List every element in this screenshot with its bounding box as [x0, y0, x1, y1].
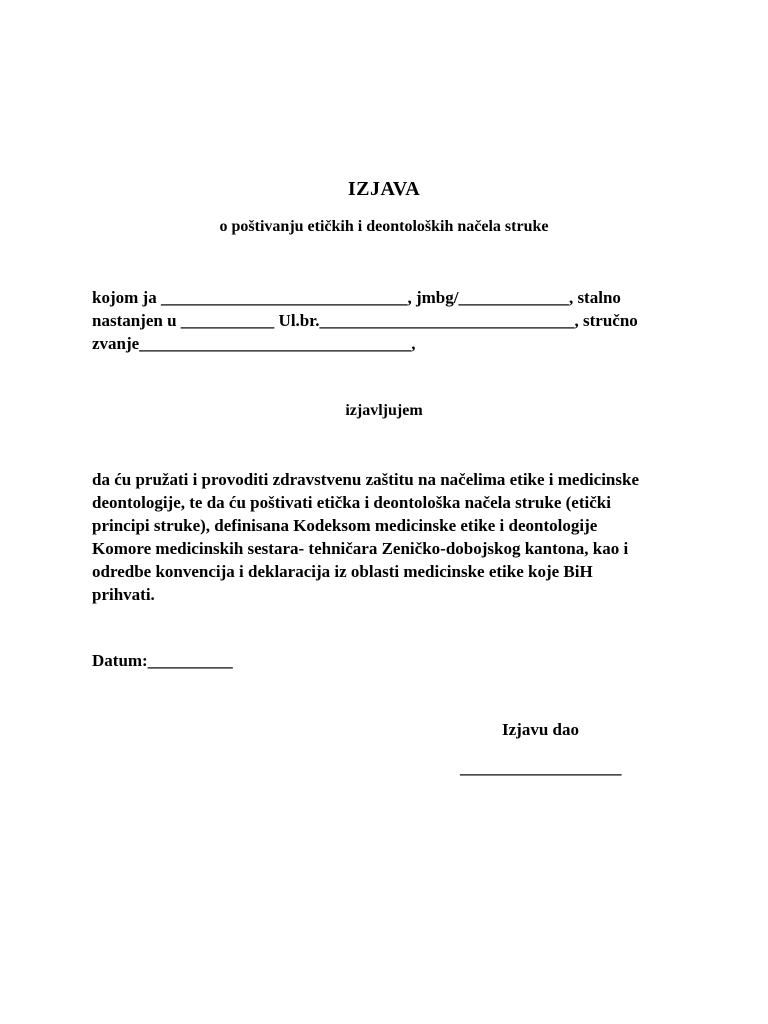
identity-line-name: kojom ja _____________________________, jmbg/_____________, stalno [92, 288, 621, 307]
body-line: deontologije, te da ću poštivati etička i deontološka načela struke (etički [92, 493, 611, 512]
document-subtitle: o poštivanju etičkih i deontoloških načela struke [219, 218, 549, 235]
body-line: da ću pružati i provoditi zdravstvenu zaštitu na načelima etike i medicinske [92, 470, 639, 489]
signature-line: ___________________ [460, 758, 622, 777]
declaration-body [92, 468, 682, 606]
identity-line-address: nastanjen u ___________ Ul.br.______________________________, stručno [92, 311, 638, 330]
date-field: Datum:__________ [92, 651, 233, 670]
declaration-word: izjavljujem [345, 402, 423, 419]
body-line: odredbe konvencija i deklaracija iz oblasti medicinske etike koje BiH [92, 562, 593, 581]
body-line: principi struke), definisana Kodeksom medicinske etike i deontologije [92, 516, 598, 535]
document-title: IZJAVA [347, 178, 421, 200]
signer-label: Izjavu dao [502, 720, 579, 739]
identity-line-title: zvanje________________________________, [92, 334, 416, 353]
body-line: Komore medicinskih sestara- tehničara Zeničko-dobojskog kantona, kao i [92, 539, 629, 558]
identity-block [92, 286, 692, 355]
body-line: prihvati. [92, 585, 155, 604]
